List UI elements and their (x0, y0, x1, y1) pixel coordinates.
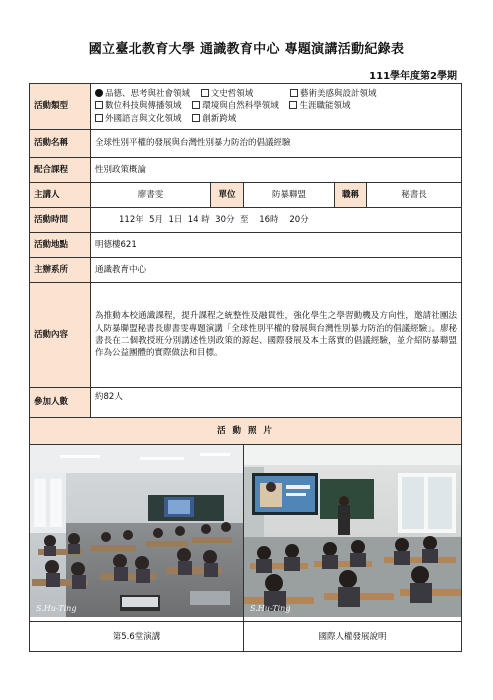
category-option[interactable] (95, 114, 182, 124)
photo-cell-left (30, 445, 244, 622)
activity-name-value: 全球性別平權的發展與台灣性別暴力防治的倡議經驗 (91, 130, 462, 158)
content-value: 為推動本校通識課程，提升課程之統整性及融貫性，強化學生之學習動機及方向性，邀請社團法人防暴聯盟秘書長廖書雯專題演講「全球性別平權的發展與台灣性別暴力防治的倡議經驗」。廖秘書長在二個教授班分別講述性別政策的源起、國際發展及本土落實的倡議經驗，並介紹防暴聯盟作為公益團體的實際做法和目標。 (91, 283, 462, 388)
photo-caption-right: 國際人權發展說明 (244, 622, 462, 652)
photos-header: 活 動 照 片 (30, 418, 462, 445)
label-location: 活動地點 (30, 233, 91, 258)
row-organizer (30, 258, 462, 283)
checkbox-icon (201, 89, 209, 97)
row-content (30, 283, 462, 388)
category-option-label: 文史哲領域 (210, 89, 254, 100)
label-participants: 參加人數 (30, 388, 91, 418)
row-location (30, 233, 462, 258)
photo-cell-right (244, 445, 462, 622)
checkbox-icon (192, 101, 200, 109)
participants-value: 約82人 (91, 388, 462, 418)
label-position: 職稱 (335, 183, 367, 208)
category-option-label: 數位科技與傳播領域 (105, 101, 182, 112)
checkbox-icon (290, 89, 298, 97)
lecture-classroom-image (30, 445, 243, 617)
row-time (30, 208, 462, 233)
row-captions (30, 622, 462, 652)
category-line (95, 113, 457, 125)
category-option-label: 外國語言與文化領域 (105, 113, 182, 124)
record-form (29, 83, 462, 652)
row-activity-type (30, 84, 462, 130)
category-option[interactable] (192, 114, 236, 124)
category-line (95, 88, 457, 100)
position-value: 秘書長 (367, 183, 462, 208)
category-option[interactable] (290, 89, 377, 99)
category-option-label: 創新跨域 (202, 113, 237, 124)
category-line (95, 100, 457, 112)
category-option[interactable] (289, 101, 350, 111)
checkbox-icon (289, 101, 297, 109)
checkbox-icon (192, 114, 200, 122)
photo-caption-left: 第5.6堂演講 (30, 622, 244, 652)
category-option-label: 品德、思考與社會領域 (105, 89, 191, 100)
time-value: 112年 5月 1日 14 時 30分 至 16時 20分 (91, 208, 462, 233)
row-speaker (30, 183, 462, 208)
label-speaker: 主講人 (30, 183, 91, 208)
presentation-classroom-image (244, 445, 461, 617)
label-unit: 單位 (211, 183, 244, 208)
category-option[interactable] (95, 101, 182, 111)
page-title: 國立臺北教育大學 通識教育中心 專題演講活動紀錄表 (88, 42, 405, 57)
checkbox-icon (95, 114, 103, 122)
category-option[interactable] (95, 89, 190, 99)
course-value: 性別政策概論 (91, 158, 462, 183)
row-photos (30, 445, 462, 622)
row-participants (30, 388, 462, 418)
photo-lecture-classroom (30, 445, 243, 621)
checkbox-icon (95, 101, 103, 109)
category-option[interactable] (192, 101, 279, 111)
photo-watermark: S.Hu-Ting (36, 604, 77, 613)
organizer-value: 通識教育中心 (91, 258, 462, 283)
label-organizer: 主辦系所 (30, 258, 91, 283)
category-option-label: 藝術美感與設計領域 (299, 89, 377, 100)
academic-term: 111學年度第2學期 (369, 71, 457, 82)
label-content: 活動內容 (30, 283, 91, 388)
photo-human-rights-presentation (244, 445, 461, 621)
filled-circle-icon (95, 89, 103, 97)
label-time: 活動時間 (30, 208, 91, 233)
row-photos-header (30, 418, 462, 445)
row-course (30, 158, 462, 183)
category-option-label: 生涯職能領域 (299, 101, 351, 112)
label-activity-type: 活動類型 (30, 84, 91, 130)
category-option[interactable] (201, 89, 254, 99)
category-option-label: 環境與自然科學領域 (202, 101, 279, 112)
label-course: 配合課程 (30, 158, 91, 183)
photo-watermark: S.Hu-Ting (250, 604, 291, 613)
row-activity-name (30, 130, 462, 158)
category-options (91, 84, 462, 130)
label-activity-name: 活動名稱 (30, 130, 91, 158)
speaker-value: 廖書雯 (91, 183, 211, 208)
location-value: 明德樓621 (91, 233, 462, 258)
unit-value: 防暴聯盟 (244, 183, 335, 208)
